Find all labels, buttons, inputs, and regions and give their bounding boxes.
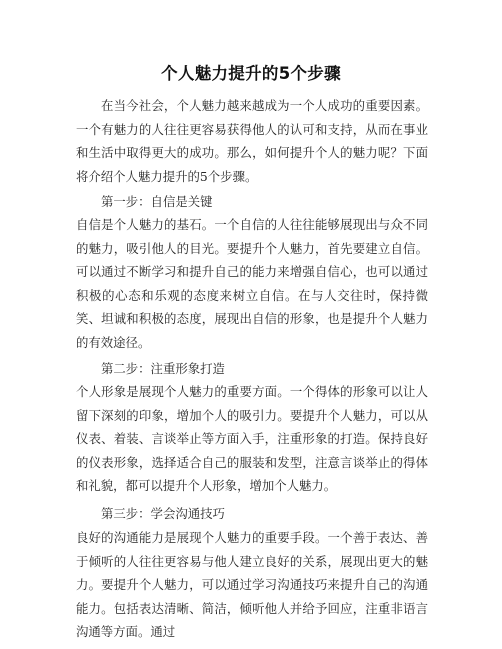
section-body-2: 个人形象是展现个人魅力的重要方面。一个得体的形象可以让人留下深刻的印象，增加个人的吸引力。要提升个人魅力，可以从仪表、着装、言谈举止等方面入手，注重形象的打造。保持良好的仪表形象，选择适合自己的服装和发型，注意言谈举止的得体和礼貌，都可以提升个人形象，增加个人魅力。 — [76, 384, 428, 493]
intro-paragraph: 在当今社会，个人魅力越来越成为一个人成功的重要因素。一个有魅力的人往往更容易获得他人的认可和支持，从而在事业和生活中取得更大的成功。那么，如何提升个人的魅力呢？下面将介绍个人魅力提升的5个步骤。 — [76, 98, 428, 184]
section-body-1: 自信是个人魅力的基石。一个自信的人往往能够展现出与众不同的魅力，吸引他人的目光。要提升个人魅力，首先要建立自信。可以通过不断学习和提升自己的能力来增强自信心，也可以通过积极的心态和乐观的态度来树立自信。在与人交往时，保持微笑、坦诚和积极的态度，展现出自信的形象，也是提升个人魅力的有效途径。 — [76, 217, 428, 350]
section-heading-2: 第二步：注重形象打造 — [101, 361, 225, 376]
section-heading-1: 第一步：自信是关键 — [101, 194, 213, 209]
section-heading-3: 第三步：学会沟通技巧 — [101, 506, 225, 521]
document-title: 个人魅力提升的5个步骤 — [161, 64, 341, 83]
section-body-3: 良好的沟通能力是展现个人魅力的重要手段。一个善于表达、善于倾听的人往往更容易与他人建立良好的关系，展现出更大的魅力。要提升个人魅力，可以通过学习沟通技巧来提升自己的沟通能力。包括表达清晰、简洁，倾听他人并给予回应，注重非语言沟通等方面。通过 — [76, 530, 428, 639]
